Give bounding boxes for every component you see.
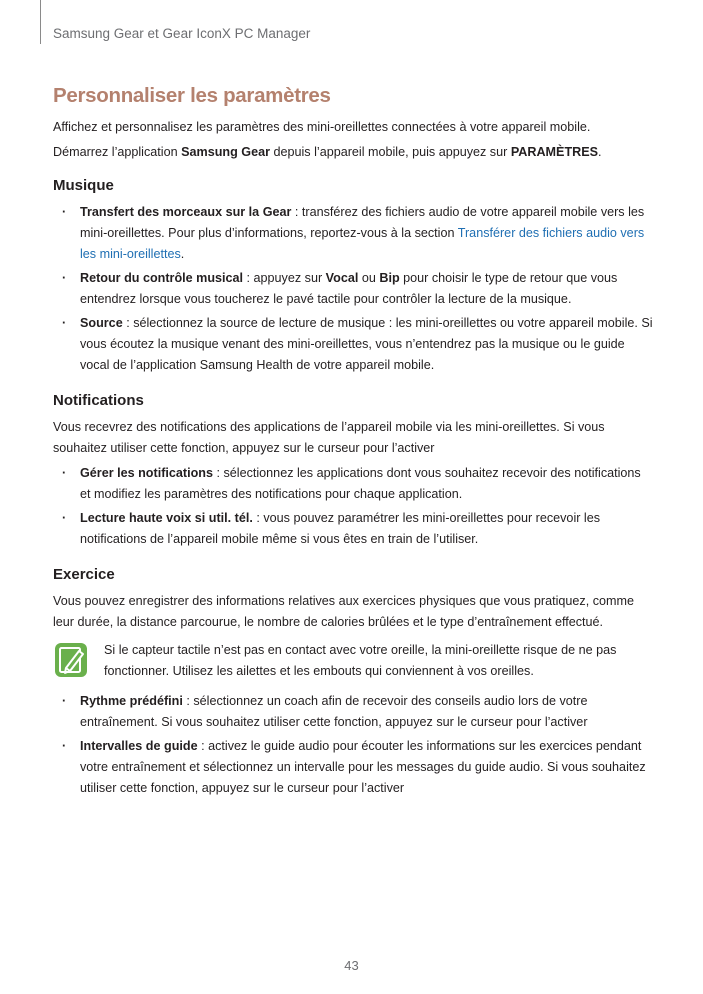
note-box — [53, 640, 653, 682]
section-title: Personnaliser les paramètres — [53, 84, 331, 107]
page-number: 43 — [344, 958, 359, 973]
intro-paragraph-2: Démarrez l’application Samsung Gear depuis l’appareil mobile, puis appuyez sur PARAMÈTRES. — [53, 145, 602, 159]
page-content — [53, 84, 653, 802]
section-intro — [53, 117, 653, 163]
musique-list — [53, 202, 653, 376]
notifications-intro: Vous recevrez des notifications des applications de l’appareil mobile via les mini-oreillettes. Si vous souhaitez utiliser cette fonction, appuyez sur le curseur pour l’activer — [53, 420, 605, 455]
list-item: · Lecture haute voix si util. tél. : vous pouvez paramétrer les mini-oreillettes pour recevoir les notifications de l’appareil mobile même si vous êtes en train de l’utiliser. — [53, 508, 653, 550]
list-item: · Rythme prédéfini : sélectionnez un coach afin de recevoir des conseils audio lors de votre entraînement. Si vous souhaitez utiliser cette fonction, appuyez sur le curseur pour l’activer — [53, 691, 653, 733]
transfer-section-link[interactable]: Transférer des fichiers audio vers les mini-oreillettes — [80, 226, 645, 261]
pencil-note-icon — [54, 642, 88, 678]
list-item: · Gérer les notifications : sélectionnez les applications dont vous souhaitez recevoir des notifications et modifiez les paramètres des notifications pour chaque application. — [53, 463, 653, 505]
header-rule — [40, 0, 41, 44]
list-item: · Retour du contrôle musical : appuyez sur Vocal ou Bip pour choisir le type de retour que vous entendrez lorsque vous toucherez le pavé tactile pour contrôler la lecture de la musique. — [53, 268, 653, 310]
app-name: Samsung Gear — [181, 145, 270, 159]
notifications-list — [53, 463, 653, 550]
list-item: · Transfert des morceaux sur la Gear : transférez des fichiers audio de votre appareil mobile vers les mini-oreillettes. Pour plus d’informations, reportez-vous à la section Transférer des fichiers audio vers les mini-oreillettes. — [53, 202, 653, 265]
list-item: · Intervalles de guide : activez le guide audio pour écouter les informations sur les exercices pendant votre entraînement et sélectionnez un intervalle pour les messages du guide audio. Si vous souhaitez utiliser cette fonction, appuyez sur le curseur pour l’activer — [53, 736, 653, 799]
exercice-heading: Exercice — [53, 566, 115, 583]
exercice-list — [53, 691, 653, 799]
intro-paragraph-1: Affichez et personnalisez les paramètres des mini-oreillettes connectées à votre appareil mobile. — [53, 120, 591, 134]
notifications-heading: Notifications — [53, 392, 144, 409]
running-header: Samsung Gear et Gear IconX PC Manager — [53, 26, 311, 41]
note-text: Si le capteur tactile n’est pas en contact avec votre oreille, la mini-oreillette risque de ne pas fonctionner. Utilisez les ailettes et les embouts qui conviennent à vos oreilles. — [104, 643, 617, 678]
list-item: · Source : sélectionnez la source de lecture de musique : les mini-oreillettes ou votre appareil mobile. Si vous écoutez la musique venant des mini-oreillettes, vous n’entendrez pas la musique ou le guide vocal de l’application Samsung Health de votre appareil mobile. — [53, 313, 653, 376]
settings-label: PARAMÈTRES — [510, 145, 599, 159]
exercice-intro: Vous pouvez enregistrer des informations relatives aux exercices physiques que vous pratiquez, comme leur durée, la distance parcourue, le nombre de calories brûlées et le type d’entraînement effectué. — [53, 594, 635, 629]
musique-heading: Musique — [53, 177, 114, 194]
